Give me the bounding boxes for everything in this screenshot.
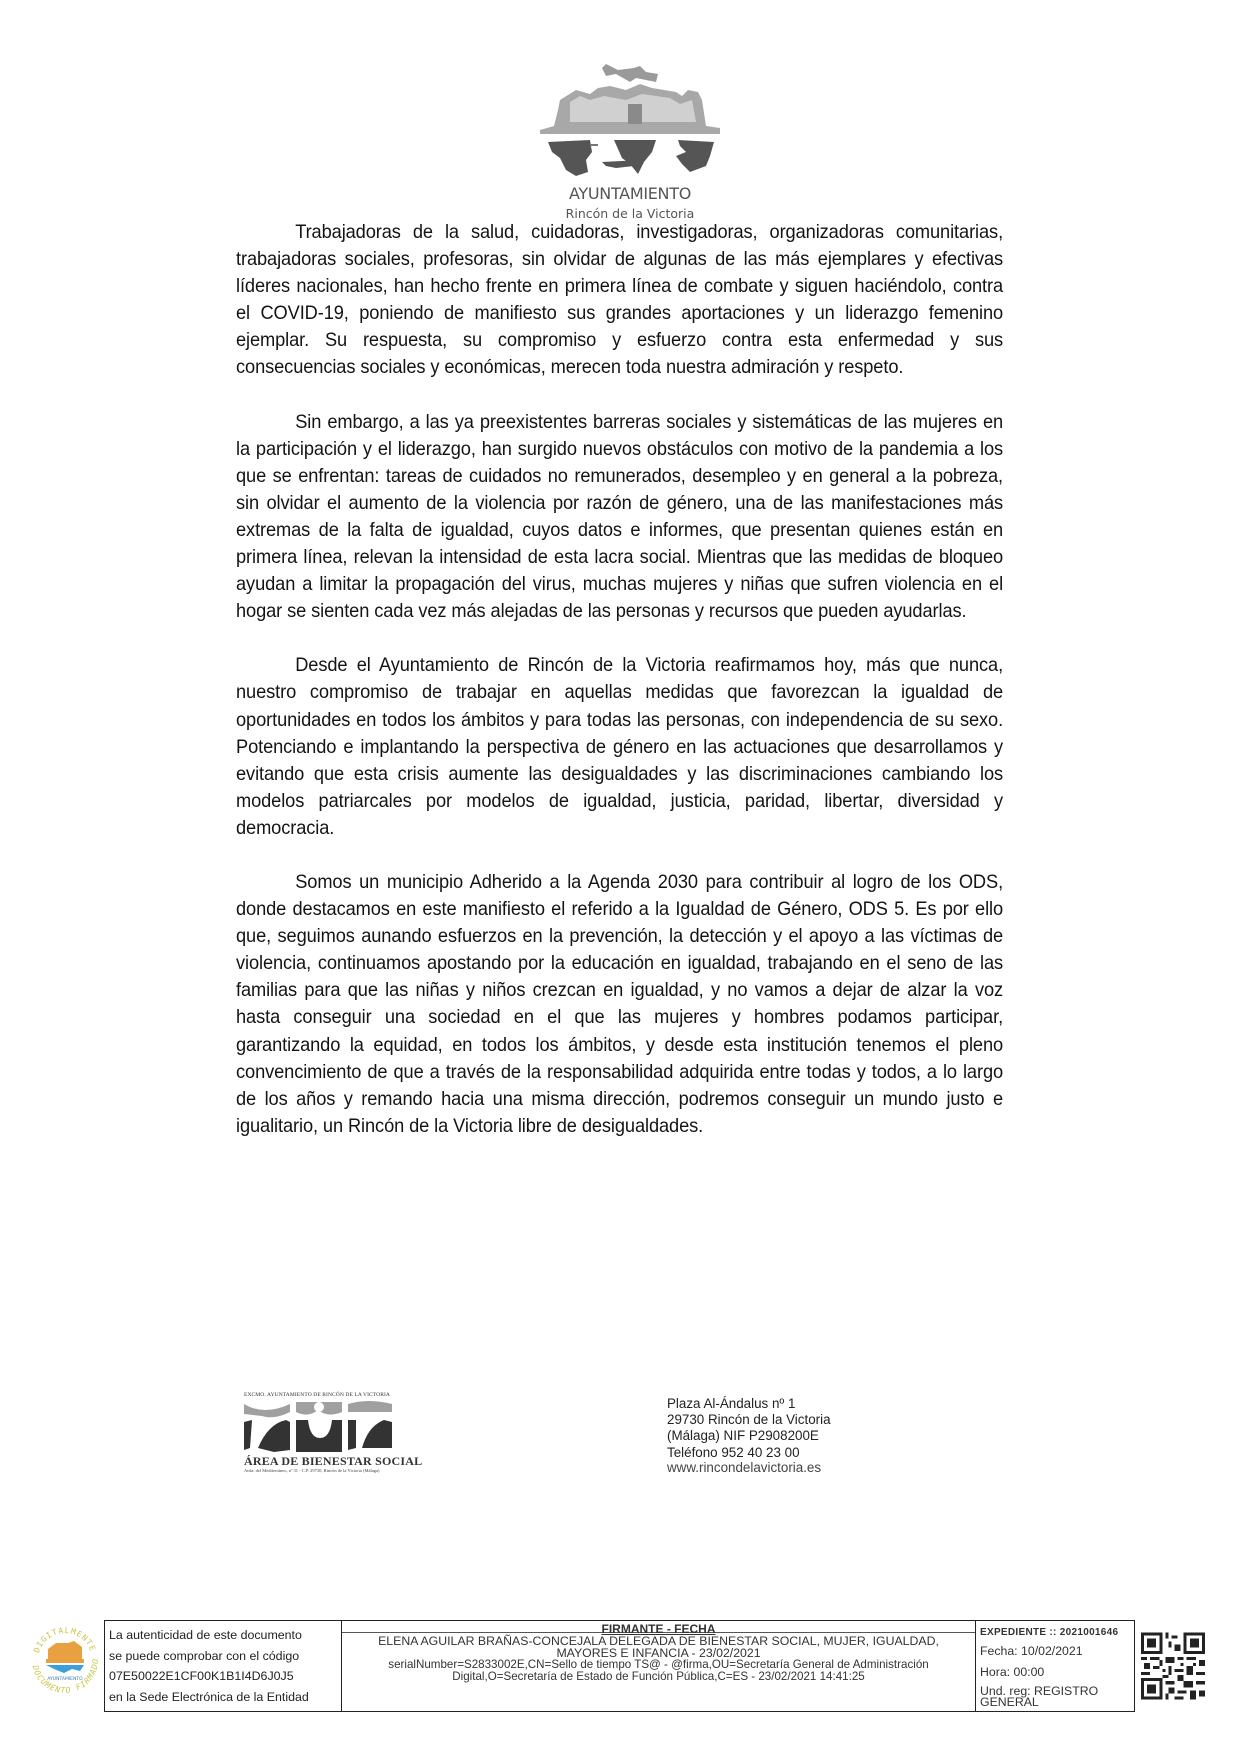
seal-text-bottom: DOCUMENTO FIRMADO [30, 1657, 101, 1696]
verification-line-4: en la Sede Electrónica de la Entidad [109, 1689, 309, 1704]
paragraph-1: Trabajadoras de la salud, cuidadoras, investigadoras, organizadoras comunitarias, trabajadoras sociales, profesoras, sin olvidar de algunas de las más ejemplares y efectivas líderes nacionales, han hecho frente en primera línea de combate y siguen haciéndolo, contra el COVID-19, poniendo de manifiesto sus grandes aportaciones y un liderazgo femenino ejemplar. Su respuesta, su compromiso y esfuerzo contra esta enfermedad y sus consecuencias sociales y económicas, merecen toda nuestra admiración y respeto. [236, 221, 1004, 379]
department-address: Avda. del Mediterráneo, nº 31 - C.P. 29730, Rincón de la Victoria (Málaga) [244, 1468, 380, 1473]
ayuntamiento-logo [530, 60, 730, 225]
paragraph-3: Desde el Ayuntamiento de Rincón de la Victoria reafirmamos hoy, más que nunca, nuestro compromiso de trabajar en aquellas medidas que favorezcan la igualdad de oportunidades en todos los ámbitos y para todas las personas, con independencia de su sexo. Potenciando e implantando la perspectiva de género en las actuaciones que desarrollamos y evitando que esta crisis aumente las desigualdades y las discriminaciones cambiando los modelos patriarcales por modelos de igualdad, justicia, paridad, libertar, diversidad y democracia. [236, 654, 1004, 839]
digital-signature-seal [24, 1619, 106, 1701]
contact-address-2: 29730 Rincón de la Victoria [667, 1412, 831, 1428]
signer-name-line-1: ELENA AGUILAR BRAÑAS-CONCEJALA DELEGADA DE BIENESTAR SOCIAL, MUJER, IGUALDAD, [378, 1634, 939, 1648]
contact-cut-line: www.rincondelavictoria.es [667, 1459, 822, 1475]
signer-header: FIRMANTE - FECHA [342, 1621, 975, 1633]
expediente-hora: Hora: 00:00 [980, 1664, 1045, 1679]
expediente-cell [976, 1621, 1134, 1711]
signer-cell [342, 1621, 976, 1711]
qr-code-icon [1141, 1632, 1205, 1700]
verification-cell [105, 1621, 342, 1711]
documento-firmado-seal-icon [24, 1619, 106, 1701]
verification-code[interactable]: 07E50022E1CF00K1B1I4D6J0J5 [109, 1669, 294, 1683]
expediente-fecha: Fecha: 10/02/2021 [980, 1644, 1083, 1658]
expediente-und-reg: Und. reg: REGISTRO GENERAL [980, 1684, 1099, 1709]
castle-logo-icon [530, 60, 730, 185]
paragraph-2: Sin embargo, a las ya preexistentes barreras sociales y sistemáticas de las mujeres en la participación y el liderazgo, han surgido nuevos obstáculos con motivo de la pandemia a los que se enfrentan: tareas de cuidados no remunerados, desempleo y en general a la pobreza, sin olvidar el aumento de la violencia por razón de género, una de las manifestaciones más extremas de la falta de igualdad, cuyos datos e informes, que presentan quienes están en primera línea, relevan la intensidad de esta lacra social. Mientras que las medidas de bloqueo ayudan a limitar la propagación del virus, muchas mujeres y niñas que sufren violencia en el hogar se sienten cada vez más alejadas de las personas y recursos que pueden ayudarlas. [236, 410, 1004, 623]
document-body [236, 219, 1003, 1167]
signer-name-line-2: MAYORES E INFANCIA - 23/02/2021 [556, 1645, 761, 1660]
signature-footer [104, 1620, 1135, 1712]
verification-line-1: La autenticidad de este documento [109, 1628, 302, 1642]
bienestar-social-logo-icon [244, 1398, 404, 1456]
timestamp-line-2: Digital,O=Secretaría de Estado de Función Pública,C=ES - 23/02/2021 14:41:25 [452, 1669, 865, 1683]
contact-phone: Teléfono 952 40 23 00 [667, 1444, 800, 1460]
timestamp-line-1: serialNumber=S2833002E,CN=Sello de tiempo TS@ - @firma,OU=Secretaría General de Administración [388, 1658, 929, 1671]
paragraph-4: Somos un municipio Adherido a la Agenda 2030 para contribuir al logro de los ODS, donde destacamos en este manifiesto el referido a la Igualdad de Género, ODS 5. Es por ello que, seguimos aunando esfuerzos en la prevención, la detección y el apoyo a las víctimas de violencia, continuamos apostando por la educación en igualdad, trabajando en el seno de las familias para que las niñas y niños crezcan en igualdad, y no vamos a dejar de alzar la voz hasta conseguir una sociedad en el que las mujeres y hombres podamos participar, garantizando la equidad, en todos los ámbitos, y desde esta institución tenemos el pleno convencimiento de que a través de la responsabilidad adquirida entre todas y todos, a lo largo de los años y remando hacia una misma dirección, podremos conseguir un mundo justo e igualitario, un Rincón de la Victoria libre de desigualdades. [236, 870, 1004, 1137]
department-name: ÁREA DE BIENESTAR SOCIAL [244, 1454, 423, 1468]
verification-line-2: se puede comprobar con el código [109, 1648, 300, 1663]
contact-block [667, 1396, 831, 1475]
department-top-line: EXCMO. AYUNTAMIENTO DE RINCÓN DE LA VICTORIA [244, 1392, 390, 1398]
org-name: AYUNTAMIENTO [568, 184, 691, 203]
seal-text-top: DIGITALMENTE [32, 1625, 98, 1654]
seal-inner-text: AYUNTAMIENTO [47, 1677, 83, 1682]
contact-nif: (Málaga) NIF P2908200E [667, 1428, 819, 1444]
bienestar-social-logo [244, 1392, 423, 1474]
qr-code[interactable] [1141, 1632, 1205, 1700]
contact-address-1: Plaza Al-Ándalus nº 1 [667, 1396, 796, 1411]
org-subtitle: Rincón de la Victoria [565, 206, 695, 221]
expediente-number: EXPEDIENTE :: 2021001646 [980, 1627, 1119, 1638]
